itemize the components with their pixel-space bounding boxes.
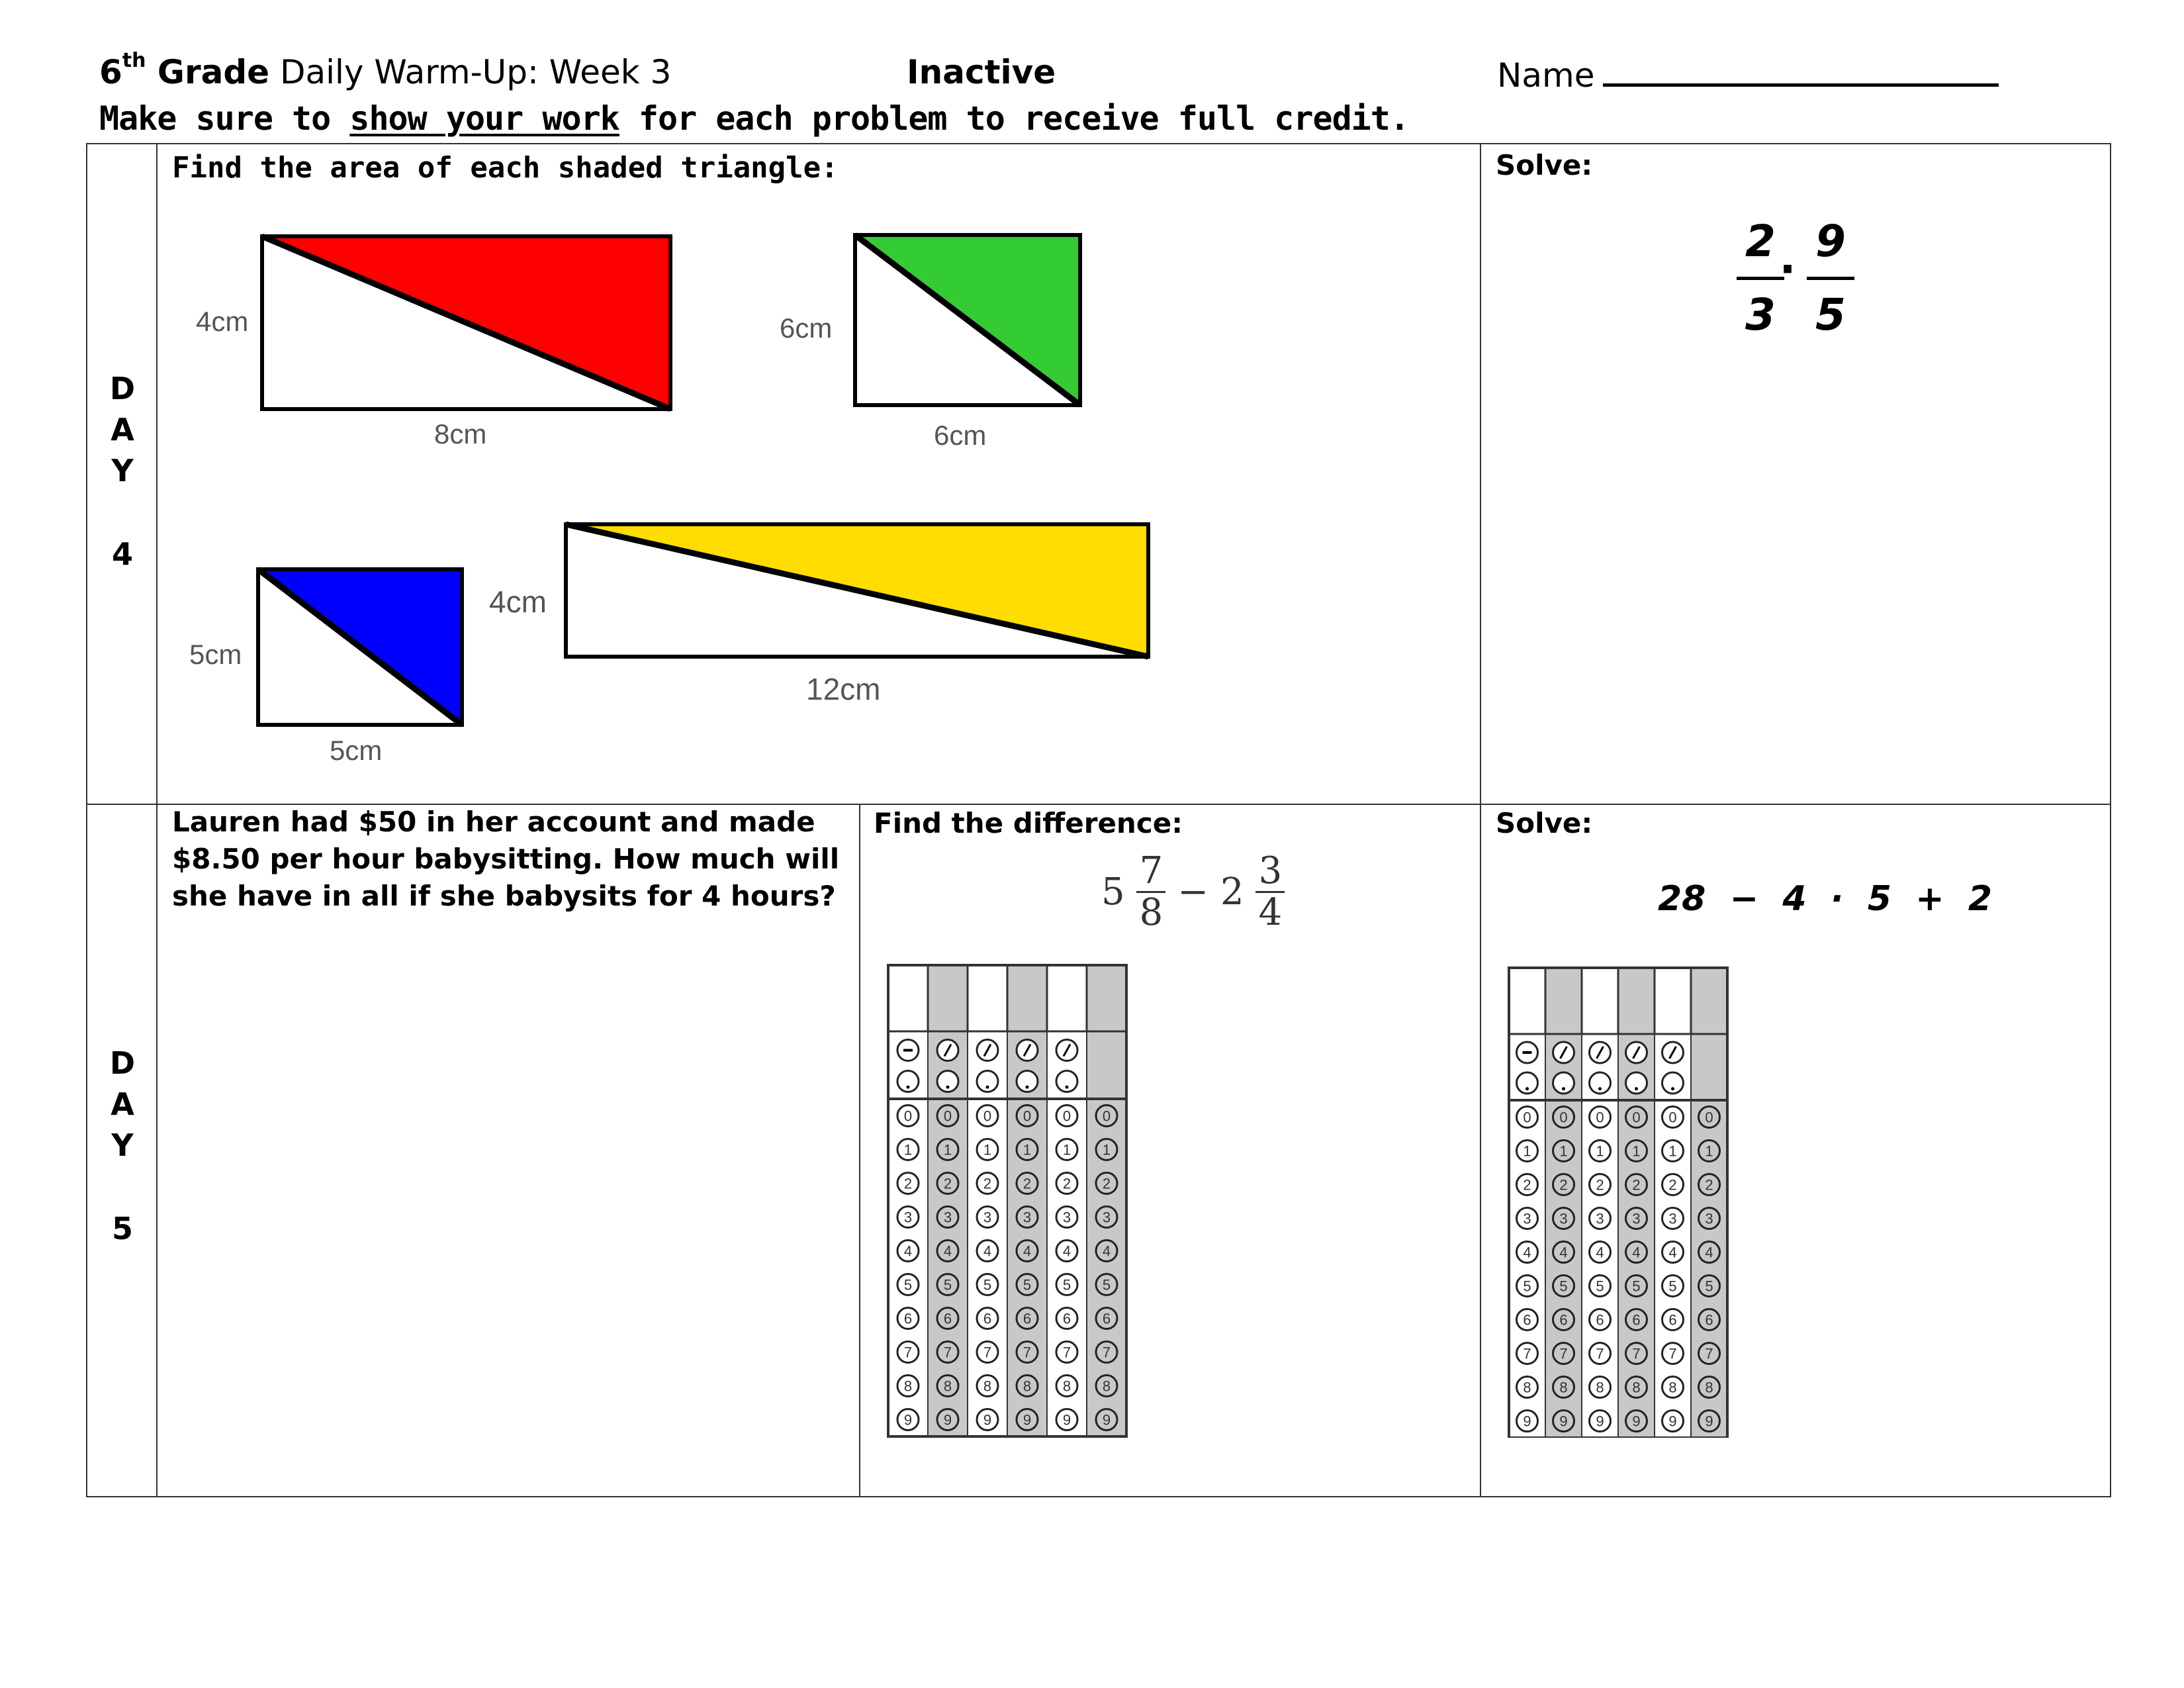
- answer-box[interactable]: [1655, 968, 1691, 1034]
- instructions-emphasis: show your work: [349, 99, 619, 138]
- digit-bubble-label: 9: [1062, 1411, 1071, 1429]
- digit-bubble-label: 5: [1596, 1278, 1604, 1295]
- answer-box[interactable]: [928, 965, 968, 1031]
- answer-box[interactable]: [1691, 968, 1727, 1034]
- day-letter-d: D: [109, 1045, 136, 1081]
- digit-bubble-label: 1: [1062, 1141, 1071, 1158]
- digit-bubble-label: 3: [1632, 1210, 1641, 1227]
- digit-bubble-label: 6: [1596, 1311, 1604, 1329]
- word-problem: Lauren had $50 in her account and made $8.50 per hour babysitting. How much will she have in all if she babysits for 4 hours?: [172, 806, 840, 912]
- day4-label: [103, 368, 142, 575]
- digit-bubble-label: 8: [1559, 1379, 1568, 1396]
- day5-label: [103, 1043, 142, 1249]
- answer-box[interactable]: [1545, 968, 1582, 1034]
- digit-bubble-label: 3: [1559, 1210, 1568, 1227]
- digit-bubble-label: 8: [903, 1378, 913, 1395]
- day-letter-a: A: [111, 1086, 134, 1122]
- digit-bubble-label: 0: [983, 1107, 992, 1125]
- digit-bubble-label: 4: [1023, 1243, 1032, 1260]
- digit-bubble-label: 4: [1705, 1244, 1713, 1261]
- fraction-2-denominator: 5: [1815, 289, 1846, 340]
- digit-bubble-label: 9: [1023, 1411, 1032, 1429]
- digit-bubble-label: 3: [903, 1209, 913, 1226]
- digit-bubble-label: 1: [1705, 1143, 1713, 1160]
- day5-solve-label: Solve:: [1496, 807, 1593, 839]
- digit-bubble-label: 6: [1523, 1311, 1531, 1329]
- digit-bubble-label: 0: [1102, 1107, 1111, 1125]
- digit-bubble-label: 1: [943, 1141, 952, 1158]
- digit-bubble-label: 2: [1632, 1176, 1641, 1194]
- digit-bubble-label: 3: [983, 1209, 992, 1226]
- grade-suffix: th: [122, 49, 146, 72]
- mixed-2-fraction: [1255, 851, 1285, 933]
- digit-bubble-label: 2: [1668, 1176, 1677, 1194]
- digit-bubble-label: 4: [1596, 1244, 1604, 1261]
- digit-bubble-label: 9: [903, 1411, 913, 1429]
- digit-bubble-label: 5: [1102, 1276, 1111, 1293]
- instructions: [99, 99, 1409, 138]
- triangle-3-base: 5cm: [330, 735, 383, 766]
- digit-bubble-label: 3: [1062, 1209, 1071, 1226]
- day-letter-y: Y: [111, 453, 134, 489]
- triangle-1-height: 4cm: [196, 306, 249, 337]
- digit-bubble-label: 8: [1596, 1379, 1604, 1396]
- mixed-number-expression: [1101, 851, 1285, 944]
- answer-box[interactable]: [1509, 968, 1545, 1034]
- mixed-1-numerator: 7: [1136, 851, 1165, 893]
- digit-bubble-label: 1: [1668, 1143, 1677, 1160]
- grade-number: 6: [99, 53, 122, 91]
- digit-bubble-label: 5: [983, 1276, 992, 1293]
- digit-bubble-label: 4: [903, 1243, 913, 1260]
- day-letter-d: D: [109, 371, 136, 406]
- digit-bubble-label: 9: [1668, 1413, 1677, 1430]
- instructions-after: for each problem to receive full credit.: [619, 99, 1409, 138]
- digit-bubble-label: 4: [943, 1243, 952, 1260]
- digit-bubble-label: 9: [1632, 1413, 1641, 1430]
- digit-bubble-label: 8: [1632, 1379, 1641, 1396]
- digit-bubble-label: 7: [1102, 1344, 1111, 1361]
- digit-bubble-label: 7: [1596, 1345, 1604, 1362]
- digit-bubble-label: 6: [943, 1310, 952, 1327]
- digit-bubble-label: 7: [1023, 1344, 1032, 1361]
- digit-bubble-label: 6: [1102, 1310, 1111, 1327]
- instructions-before: Make sure to: [99, 99, 350, 138]
- day4-solve-label: Solve:: [1496, 149, 1593, 181]
- digit-bubble-label: 6: [1705, 1311, 1713, 1329]
- fraction-1-denominator: 3: [1745, 289, 1776, 340]
- digit-bubble-label: 3: [1668, 1210, 1677, 1227]
- digit-bubble-label: 1: [1596, 1143, 1604, 1160]
- digit-bubble-label: 7: [1062, 1344, 1071, 1361]
- day-letter-y: Y: [111, 1127, 134, 1163]
- digit-bubble-label: 2: [903, 1175, 913, 1192]
- triangle-2-base: 6cm: [934, 420, 987, 451]
- digit-bubble-label: 6: [983, 1310, 992, 1327]
- triangle-1: [196, 236, 670, 449]
- digit-bubble-label: 0: [1668, 1109, 1677, 1126]
- digit-bubble-label: 4: [1062, 1243, 1071, 1260]
- digit-bubble-label: 9: [1596, 1413, 1604, 1430]
- fraction-1-numerator: 2: [1745, 216, 1776, 267]
- digit-bubble-label: 2: [1705, 1176, 1713, 1194]
- digit-bubble-label: 3: [1523, 1210, 1531, 1227]
- mixed-2-whole: 2: [1220, 870, 1244, 914]
- digit-bubble-label: 9: [1523, 1413, 1531, 1430]
- multiply-dot: ·: [1779, 244, 1796, 295]
- digit-bubble-label: 9: [1705, 1413, 1713, 1430]
- digit-bubble-label: 6: [903, 1310, 913, 1327]
- status-label: Inactive: [907, 53, 1056, 91]
- day-letter-a: A: [111, 412, 134, 447]
- digit-bubble-label: 0: [1705, 1109, 1713, 1126]
- digit-bubble-label: 0: [1559, 1109, 1568, 1126]
- digit-bubble-label: 1: [983, 1141, 992, 1158]
- digit-bubble-label: 6: [1023, 1310, 1032, 1327]
- triangle-2: [780, 235, 1080, 451]
- digit-bubble-label: 1: [1632, 1143, 1641, 1160]
- name-label: Name: [1497, 56, 1595, 95]
- digit-bubble-label: 7: [943, 1344, 952, 1361]
- digit-bubble-label: 3: [943, 1209, 952, 1226]
- digit-bubble-label: 7: [1523, 1345, 1531, 1362]
- minus-sign: −: [1177, 870, 1209, 914]
- mixed-1-fraction: [1136, 851, 1165, 933]
- mixed-2-denominator: 4: [1258, 891, 1283, 934]
- digit-bubble-label: 5: [1632, 1278, 1641, 1295]
- digit-bubble-label: 0: [1632, 1109, 1641, 1126]
- digit-bubble-label: 5: [1062, 1276, 1071, 1293]
- digit-bubble-label: 2: [1559, 1176, 1568, 1194]
- digit-bubble-label: 3: [1102, 1209, 1111, 1226]
- digit-bubble-label: 9: [983, 1411, 992, 1429]
- answer-grid-solve[interactable]: [1508, 966, 1731, 1438]
- digit-bubble-label: 7: [903, 1344, 913, 1361]
- digit-bubble-label: 7: [983, 1344, 992, 1361]
- fraction-nine-fifths: [1804, 218, 1857, 338]
- digit-bubble-label: 8: [1062, 1378, 1071, 1395]
- answer-box[interactable]: [1618, 968, 1655, 1034]
- day-number: 5: [111, 1211, 133, 1246]
- digit-bubble-label: 8: [983, 1378, 992, 1395]
- digit-bubble-label: 3: [1023, 1209, 1032, 1226]
- digit-bubble-label: 4: [1523, 1244, 1531, 1261]
- digit-bubble-label: 4: [1632, 1244, 1641, 1261]
- digit-bubble-label: 5: [1559, 1278, 1568, 1295]
- digit-bubble-label: 4: [1668, 1244, 1677, 1261]
- digit-bubble-label: 6: [1559, 1311, 1568, 1329]
- digit-bubble-label: 5: [903, 1276, 913, 1293]
- digit-bubble-label: 0: [943, 1107, 952, 1125]
- digit-bubble-label: 2: [1523, 1176, 1531, 1194]
- digit-bubble-label: 8: [1523, 1379, 1531, 1396]
- answer-box[interactable]: [1087, 965, 1126, 1031]
- digit-bubble-label: 1: [1102, 1141, 1111, 1158]
- triangle-3-height: 5cm: [189, 639, 242, 670]
- triangle-1-base: 8cm: [434, 418, 487, 449]
- mixed-1-whole: 5: [1101, 870, 1125, 914]
- digit-bubble-label: 7: [1632, 1345, 1641, 1362]
- answer-box[interactable]: [1007, 965, 1047, 1031]
- day4-solve-cell[interactable]: [1480, 143, 2111, 805]
- digit-bubble-label: 3: [1596, 1210, 1604, 1227]
- answer-box[interactable]: [888, 965, 928, 1031]
- triangle-4-height: 4cm: [489, 585, 547, 619]
- digit-bubble-label: 8: [1102, 1378, 1111, 1395]
- digit-bubble-label: 6: [1632, 1311, 1641, 1329]
- digit-bubble-label: 4: [1559, 1244, 1568, 1261]
- digit-bubble-label: 3: [1705, 1210, 1713, 1227]
- worksheet-title: [99, 49, 672, 91]
- triangle-3: [189, 569, 462, 766]
- digit-bubble-label: 7: [1559, 1345, 1568, 1362]
- triangles-figure: [156, 199, 1480, 794]
- digit-bubble-label: 2: [1102, 1175, 1111, 1192]
- digit-bubble-label: 9: [943, 1411, 952, 1429]
- digit-bubble-label: 0: [1062, 1107, 1071, 1125]
- grade-word: Grade: [157, 53, 270, 91]
- digit-bubble-label: 5: [1668, 1278, 1677, 1295]
- answer-box[interactable]: [968, 965, 1007, 1031]
- digit-bubble-label: 2: [1023, 1175, 1032, 1192]
- day-number: 4: [111, 536, 133, 572]
- difference-label: Find the difference:: [874, 807, 1183, 839]
- mixed-1-denominator: 8: [1139, 891, 1163, 934]
- digit-bubble-label: 5: [1705, 1278, 1713, 1295]
- title-rest: Daily Warm-Up: Week 3: [269, 53, 672, 91]
- digit-bubble-label: 5: [1523, 1278, 1531, 1295]
- digit-bubble-label: 0: [1596, 1109, 1604, 1126]
- digit-bubble-label: 2: [1062, 1175, 1071, 1192]
- triangle-4: [489, 524, 1148, 706]
- digit-bubble-label: 0: [1523, 1109, 1531, 1126]
- order-of-operations-expression: 28 − 4 · 5 + 2: [1658, 879, 1993, 919]
- digit-bubble-label: 1: [1523, 1143, 1531, 1160]
- digit-bubble-label: 6: [1668, 1311, 1677, 1329]
- digit-bubble-label: 9: [1102, 1411, 1111, 1429]
- digit-bubble-label: 1: [903, 1141, 913, 1158]
- digit-bubble-label: 8: [1705, 1379, 1713, 1396]
- triangle-4-base: 12cm: [806, 672, 881, 706]
- triangles-prompt: Find the area of each shaded triangle:: [172, 151, 839, 185]
- digit-bubble-label: 7: [1668, 1345, 1677, 1362]
- digit-bubble-label: 6: [1062, 1310, 1071, 1327]
- answer-box[interactable]: [1047, 965, 1087, 1031]
- mixed-2-numerator: 3: [1255, 851, 1285, 893]
- digit-bubble-label: 2: [1596, 1176, 1604, 1194]
- digit-bubble-label: 9: [1559, 1413, 1568, 1430]
- digit-bubble-label: 0: [903, 1107, 913, 1125]
- answer-grid-difference[interactable]: [887, 964, 1128, 1440]
- digit-bubble-label: 8: [1023, 1378, 1032, 1395]
- digit-bubble-label: 2: [943, 1175, 952, 1192]
- digit-bubble-label: 4: [983, 1243, 992, 1260]
- digit-bubble-label: 5: [943, 1276, 952, 1293]
- digit-bubble-label: 4: [1102, 1243, 1111, 1260]
- digit-bubble-label: 8: [943, 1378, 952, 1395]
- name-field[interactable]: [1497, 53, 1999, 95]
- digit-bubble-label: 1: [1559, 1143, 1568, 1160]
- digit-bubble-label: 1: [1023, 1141, 1032, 1158]
- fraction-2-numerator: 9: [1815, 216, 1846, 267]
- digit-bubble-label: 8: [1668, 1379, 1677, 1396]
- digit-bubble-label: 2: [983, 1175, 992, 1192]
- name-blank-line[interactable]: [1603, 53, 1999, 87]
- answer-box[interactable]: [1582, 968, 1618, 1034]
- digit-bubble-label: 0: [1023, 1107, 1032, 1125]
- digit-bubble-label: 5: [1023, 1276, 1032, 1293]
- digit-bubble-label: 7: [1705, 1345, 1713, 1362]
- triangle-2-height: 6cm: [780, 312, 833, 344]
